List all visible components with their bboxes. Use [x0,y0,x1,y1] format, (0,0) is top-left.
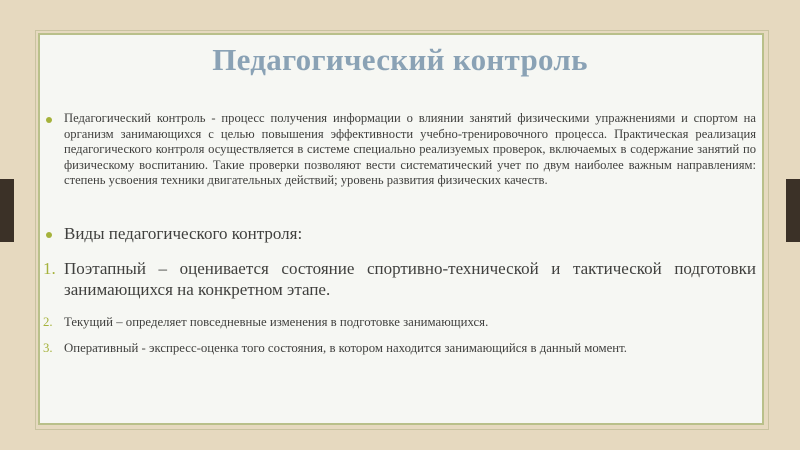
list-item-stage-control: Поэтапный – оценивается состояние спортивно-технической и тактической подготовки занимающихся на конкретном этапе. [64,259,756,299]
list-number-3: 3. [43,341,53,355]
list-number-2: 2. [43,315,53,329]
left-side-tab [0,179,14,242]
bullet-dot-subheading [46,232,52,238]
slide-title: Педагогический контроль [212,42,588,77]
definition-paragraph: Педагогический контроль - процесс получения информации о влиянии занятий физическими упражнениями и спортом на организм занимающихся с целью повышения эффективности учебно-тренировочного процесса. Практическая реализация педагогического контроля осуществляется в системе специально реализуемых проверок, включаемых в содержание занятий по физическому воспитанию. Такие проверки позволяют вести систематический учет по двум наиболее важным направлениям: степень усвоения техники двигательных действий; уровень развития физических качеств. [64,111,756,188]
bullet-dot-paragraph [46,117,52,123]
control-types-heading: Виды педагогического контроля: [64,224,303,243]
list-item-operative-control: Оперативный - экспресс-оценка того состояния, в котором находится занимающийся в данный момент. [64,341,627,355]
list-item-current-control: Текущий – определяет повседневные изменения в подготовке занимающихся. [64,315,489,329]
right-side-tab [786,179,800,242]
list-number-1: 1. [43,259,56,278]
